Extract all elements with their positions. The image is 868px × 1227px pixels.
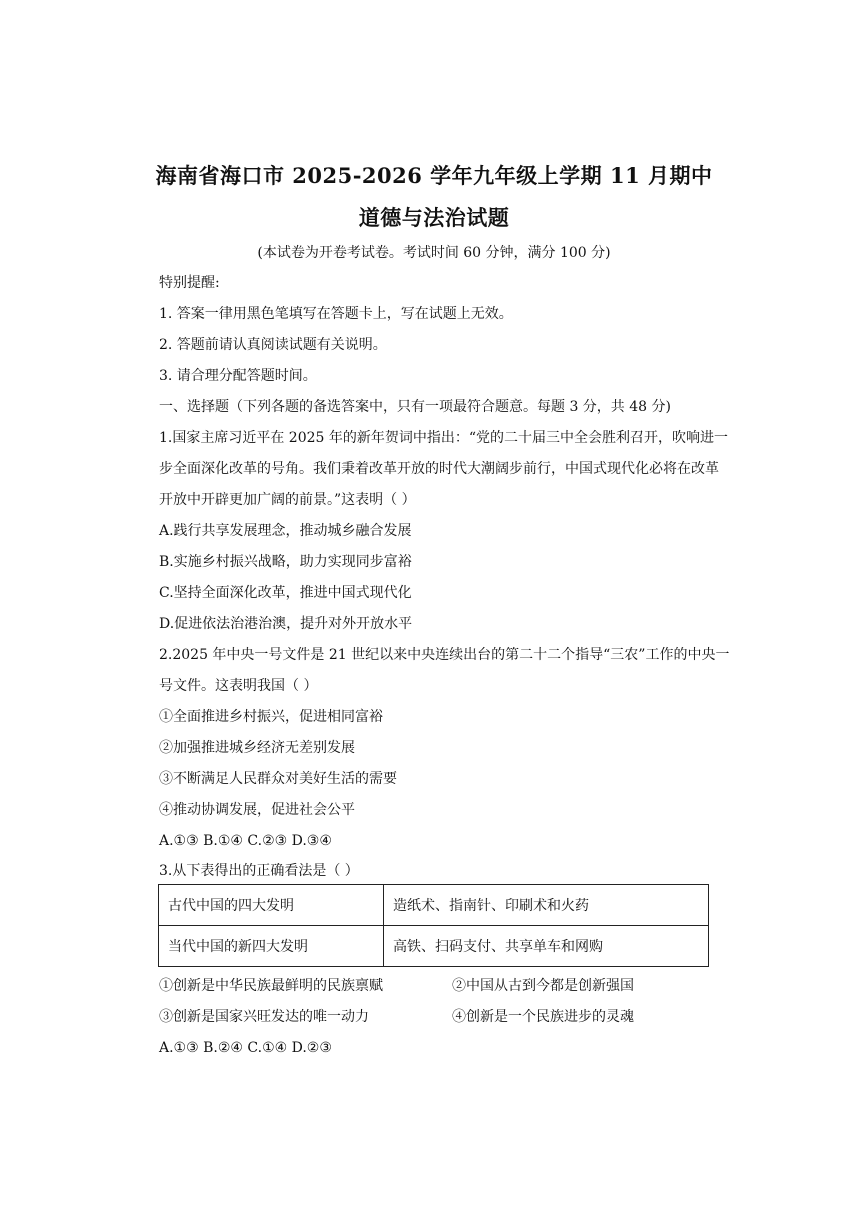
table-row [159,926,709,967]
q2-answer-options: A.①③ B.①④ C.②③ D.③④ [159,833,332,849]
section-heading: 一、选择题（下列各题的备选答案中，只有一项最符合题意。每题 3 分，共 48 分) [159,399,671,415]
q1-option-c: C.坚持全面深化改革，推进中国式现代化 [159,585,412,601]
q3-statement: ③创新是国家兴旺发达的唯一动力 [159,1009,369,1025]
exam-title-line2: 道德与法治试题 [358,205,510,230]
q2-statement: ②加强推进城乡经济无差别发展 [159,740,355,756]
table-cell: 当代中国的新四大发明 [159,926,384,967]
q1-stem-line: 步全面深化改革的号角。我们秉着改革开放的时代大潮阔步前行，中国式现代化必将在改革 [159,461,719,477]
q3-statement: ④创新是一个民族进步的灵魂 [452,1009,634,1025]
q3-stem: 3.从下表得出的正确看法是（ ） [159,863,359,879]
q1-stem-line: 1.国家主席习近平在 2025 年的新年贺词中指出：“党的二十届三中全会胜利召开，吹响进一 [159,430,729,446]
exam-subtitle: (本试卷为开卷考试卷。考试时间 60 分钟，满分 100 分) [257,245,611,261]
q2-stem-line: 2.2025 年中央一号文件是 21 世纪以来中央连续出台的第二十二个指导“三农”工作的中央一 [159,647,730,663]
notice-item: 2. 答题前请认真阅读试题有关说明。 [159,337,387,353]
notice-item: 3. 请合理分配答题时间。 [159,368,317,384]
q2-stem-line: 号文件。这表明我国（ ） [159,678,318,694]
exam-title-line1: 海南省海口市 2025-2026 学年九年级上学期 11 月期中 [155,163,713,188]
q2-statement: ①全面推进乡村振兴，促进相同富裕 [159,709,383,725]
q3-statement: ②中国从古到今都是创新强国 [452,978,634,994]
q1-option-b: B.实施乡村振兴战略，助力实现同步富裕 [159,554,412,570]
q3-statement: ①创新是中华民族最鲜明的民族禀赋 [159,978,383,994]
q3-answer-options: A.①③ B.②④ C.①④ D.②③ [159,1040,332,1056]
q3-table [158,884,709,967]
notice-item: 1. 答案一律用黑色笔填写在答题卡上，写在试题上无效。 [159,306,513,322]
q2-statement: ③不断满足人民群众对美好生活的需要 [159,771,397,787]
table-cell: 高铁、扫码支付、共享单车和网购 [384,926,709,967]
q2-statement: ④推动协调发展，促进社会公平 [159,802,355,818]
q1-stem-line: 开放中开辟更加广阔的前景。”这表明（ ） [159,492,416,508]
table-row [159,885,709,926]
q1-option-a: A.践行共享发展理念，推动城乡融合发展 [159,523,412,539]
q1-option-d: D.促进依法治港治澳，提升对外开放水平 [159,616,413,632]
table-cell: 古代中国的四大发明 [159,885,384,926]
table-cell: 造纸术、指南针、印刷术和火药 [384,885,709,926]
notice-heading: 特别提醒: [159,275,220,291]
